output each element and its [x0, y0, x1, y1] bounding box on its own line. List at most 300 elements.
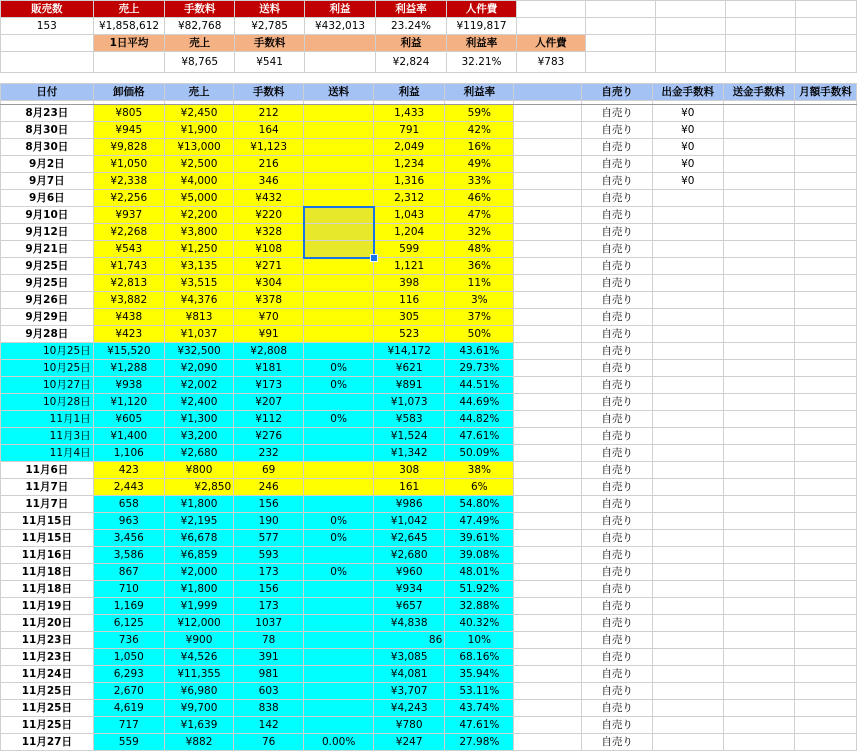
cell[interactable] [514, 173, 582, 190]
cell-date[interactable]: 9月25日 [1, 275, 94, 292]
cell-rate[interactable]: 36% [445, 258, 514, 275]
cell-withdraw-fee[interactable] [653, 717, 724, 734]
cell-date[interactable]: 11月18日 [1, 564, 94, 581]
cell-date[interactable]: 11月7日 [1, 496, 94, 513]
cell-profit[interactable]: 161 [374, 479, 445, 496]
cell-rate[interactable]: 49% [445, 156, 514, 173]
cell-shipping[interactable] [304, 343, 374, 360]
cell-sales[interactable]: ¥9,700 [164, 700, 233, 717]
cell-type[interactable]: 自売り [582, 530, 653, 547]
cell-fee[interactable]: ¥304 [234, 275, 304, 292]
cell-date[interactable]: 9月2日 [1, 156, 94, 173]
cell-type[interactable]: 自売り [582, 632, 653, 649]
cell[interactable] [723, 360, 795, 377]
cell-date[interactable]: 10月27日 [1, 377, 94, 394]
cell-profit[interactable]: ¥247 [374, 734, 445, 751]
cell-fee[interactable]: 212 [234, 105, 304, 122]
cell-fee[interactable]: 173 [234, 598, 304, 615]
cell-withdraw-fee[interactable]: ¥0 [653, 173, 724, 190]
cell-date[interactable]: 11月20日 [1, 615, 94, 632]
summary-value-0[interactable]: 153 [1, 18, 94, 35]
cell-sales[interactable]: ¥1,800 [164, 496, 233, 513]
cell-profit[interactable]: 1,204 [374, 224, 445, 241]
cell-type[interactable]: 自売り [582, 343, 653, 360]
cell-wholesale[interactable]: ¥945 [93, 122, 164, 139]
cell-shipping[interactable] [304, 462, 374, 479]
cell[interactable] [723, 496, 795, 513]
cell-fee[interactable]: ¥112 [234, 411, 304, 428]
cell[interactable] [514, 462, 582, 479]
cell-sales[interactable]: ¥6,859 [164, 547, 233, 564]
cell[interactable] [795, 292, 857, 309]
summary-header-1[interactable]: 売上 [93, 1, 165, 18]
cell-profit[interactable]: ¥4,838 [374, 615, 445, 632]
cell-withdraw-fee[interactable] [653, 309, 724, 326]
cell[interactable] [514, 292, 582, 309]
cell-fee[interactable]: 190 [234, 513, 304, 530]
cell[interactable] [586, 18, 656, 35]
cell-type[interactable]: 自売り [582, 411, 653, 428]
summary-header-6[interactable]: 人件費 [447, 1, 517, 18]
cell-profit[interactable]: ¥1,042 [374, 513, 445, 530]
cell-withdraw-fee[interactable] [653, 224, 724, 241]
cell-fee[interactable]: 76 [234, 734, 304, 751]
cell-shipping[interactable] [304, 598, 374, 615]
cell[interactable] [723, 598, 795, 615]
cell-wholesale[interactable]: ¥423 [93, 326, 164, 343]
cell-sales[interactable]: ¥813 [164, 309, 233, 326]
cell-withdraw-fee[interactable] [653, 683, 724, 700]
cell-sales[interactable]: ¥900 [164, 632, 233, 649]
cell-fee[interactable]: 78 [234, 632, 304, 649]
cell[interactable] [795, 530, 857, 547]
cell-wholesale[interactable]: ¥1,743 [93, 258, 164, 275]
cell-wholesale[interactable]: ¥2,256 [93, 190, 164, 207]
cell[interactable] [514, 717, 582, 734]
cell[interactable] [795, 377, 857, 394]
cell-fee[interactable]: 173 [234, 564, 304, 581]
cell-type[interactable]: 自売り [582, 649, 653, 666]
cell-type[interactable]: 自売り [582, 598, 653, 615]
cell-sales[interactable]: ¥2,200 [164, 207, 233, 224]
daily_avg-header-4[interactable]: 利益 [375, 35, 446, 52]
cell-shipping[interactable] [304, 649, 374, 666]
cell[interactable] [656, 35, 725, 52]
daily_avg-header-6[interactable]: 人件費 [516, 35, 585, 52]
cell-fee[interactable]: 838 [234, 700, 304, 717]
cell-type[interactable]: 自売り [582, 207, 653, 224]
cell[interactable] [514, 105, 582, 122]
summary-value-5[interactable]: 23.24% [375, 18, 446, 35]
cell-type[interactable]: 自売り [582, 581, 653, 598]
cell-rate[interactable]: 38% [445, 462, 514, 479]
cell-date[interactable]: 11月18日 [1, 581, 94, 598]
cell-rate[interactable]: 44.82% [445, 411, 514, 428]
cell-profit[interactable]: 791 [374, 122, 445, 139]
cell-sales[interactable]: ¥3,800 [164, 224, 233, 241]
cell-fee[interactable]: 246 [234, 479, 304, 496]
cell[interactable] [795, 224, 857, 241]
cell-wholesale[interactable]: ¥1,288 [93, 360, 164, 377]
cell-shipping[interactable] [304, 224, 374, 241]
cell-fee[interactable]: 981 [234, 666, 304, 683]
cell[interactable] [795, 411, 857, 428]
cell-shipping[interactable] [304, 632, 374, 649]
cell[interactable] [723, 666, 795, 683]
cell[interactable] [723, 700, 795, 717]
cell-wholesale[interactable]: ¥438 [93, 309, 164, 326]
daily_avg-header-5[interactable]: 利益率 [447, 35, 517, 52]
cell[interactable] [723, 207, 795, 224]
cell-shipping[interactable] [304, 479, 374, 496]
cell-fee[interactable]: ¥220 [234, 207, 304, 224]
cell-sales[interactable]: ¥11,355 [164, 666, 233, 683]
cell[interactable] [795, 581, 857, 598]
cell-date[interactable]: 11月25日 [1, 700, 94, 717]
cell-rate[interactable]: 11% [445, 275, 514, 292]
cell[interactable] [795, 122, 857, 139]
cell-rate[interactable]: 47.61% [445, 428, 514, 445]
cell-withdraw-fee[interactable] [653, 547, 724, 564]
cell-shipping[interactable] [304, 105, 374, 122]
cell[interactable] [725, 1, 795, 18]
cell-date[interactable]: 11月23日 [1, 632, 94, 649]
cell-date[interactable]: 11月15日 [1, 530, 94, 547]
cell-type[interactable]: 自売り [582, 564, 653, 581]
cell-wholesale[interactable]: 867 [93, 564, 164, 581]
cell-fee[interactable]: 156 [234, 496, 304, 513]
cell[interactable] [795, 156, 857, 173]
cell[interactable] [723, 394, 795, 411]
cell-shipping[interactable] [304, 428, 374, 445]
cell[interactable] [723, 309, 795, 326]
cell-profit[interactable]: 1,121 [374, 258, 445, 275]
cell-sales[interactable]: ¥2,195 [164, 513, 233, 530]
cell-rate[interactable]: 54.80% [445, 496, 514, 513]
cell[interactable] [796, 18, 857, 35]
cell-date[interactable]: 8月30日 [1, 122, 94, 139]
cell-profit[interactable]: 1,234 [374, 156, 445, 173]
daily_avg-value-1[interactable]: ¥8,765 [165, 52, 234, 73]
daily_avg-value-5[interactable]: 32.21% [447, 52, 517, 73]
cell-profit[interactable]: ¥3,707 [374, 683, 445, 700]
cell-shipping[interactable] [304, 581, 374, 598]
daily_avg-header-1[interactable]: 売上 [165, 35, 234, 52]
cell[interactable] [796, 1, 857, 18]
cell-withdraw-fee[interactable] [653, 496, 724, 513]
cell-rate[interactable]: 48% [445, 241, 514, 258]
cell-rate[interactable]: 50% [445, 326, 514, 343]
cell-shipping[interactable] [304, 496, 374, 513]
cell-fee[interactable]: ¥108 [234, 241, 304, 258]
cell-type[interactable]: 自売り [582, 734, 653, 751]
cell-wholesale[interactable]: ¥1,400 [93, 428, 164, 445]
cell-profit[interactable]: 1,316 [374, 173, 445, 190]
cell-shipping[interactable] [304, 292, 374, 309]
cell[interactable] [723, 717, 795, 734]
cell[interactable] [795, 564, 857, 581]
cell-withdraw-fee[interactable] [653, 258, 724, 275]
cell[interactable] [514, 377, 582, 394]
cell-date[interactable]: 9月25日 [1, 258, 94, 275]
cell[interactable] [795, 258, 857, 275]
cell[interactable] [723, 649, 795, 666]
cell[interactable] [514, 309, 582, 326]
cell[interactable] [1, 35, 94, 52]
cell-profit[interactable]: 2,049 [374, 139, 445, 156]
cell-rate[interactable]: 51.92% [445, 581, 514, 598]
cell-sales[interactable]: ¥6,980 [164, 683, 233, 700]
cell[interactable] [795, 513, 857, 530]
cell[interactable] [795, 105, 857, 122]
cell-profit[interactable]: ¥1,524 [374, 428, 445, 445]
cell-shipping[interactable] [304, 547, 374, 564]
summary-header-2[interactable]: 手数料 [165, 1, 234, 18]
cell-type[interactable]: 自売り [582, 173, 653, 190]
cell-fee[interactable]: 142 [234, 717, 304, 734]
cell-type[interactable]: 自売り [582, 496, 653, 513]
cell-withdraw-fee[interactable] [653, 462, 724, 479]
cell-shipping[interactable] [304, 717, 374, 734]
cell-withdraw-fee[interactable] [653, 207, 724, 224]
cell-profit[interactable]: ¥583 [374, 411, 445, 428]
cell-type[interactable]: 自売り [582, 190, 653, 207]
cell-withdraw-fee[interactable]: ¥0 [653, 156, 724, 173]
cell-date[interactable]: 9月10日 [1, 207, 94, 224]
cell-type[interactable]: 自売り [582, 615, 653, 632]
cell[interactable] [514, 360, 582, 377]
cell[interactable] [723, 190, 795, 207]
cell-rate[interactable]: 6% [445, 479, 514, 496]
cell[interactable] [723, 326, 795, 343]
cell-withdraw-fee[interactable] [653, 190, 724, 207]
cell-shipping[interactable]: 0% [304, 564, 374, 581]
cell-fee[interactable]: ¥271 [234, 258, 304, 275]
cell-shipping[interactable] [304, 683, 374, 700]
daily_avg-value-0[interactable] [93, 52, 165, 73]
cell[interactable] [514, 615, 582, 632]
cell-withdraw-fee[interactable] [653, 598, 724, 615]
cell[interactable] [795, 360, 857, 377]
cell-sales[interactable]: ¥4,376 [164, 292, 233, 309]
cell[interactable] [723, 547, 795, 564]
cell[interactable] [516, 18, 585, 35]
cell-sales[interactable]: ¥1,800 [164, 581, 233, 598]
cell-profit[interactable]: ¥934 [374, 581, 445, 598]
cell-wholesale[interactable]: 3,586 [93, 547, 164, 564]
cell-sales[interactable]: ¥5,000 [164, 190, 233, 207]
cell-withdraw-fee[interactable] [653, 292, 724, 309]
cell[interactable] [795, 734, 857, 751]
cell[interactable] [586, 1, 656, 18]
cell-shipping[interactable] [304, 207, 374, 224]
cell-profit[interactable]: ¥4,243 [374, 700, 445, 717]
cell-sales[interactable]: ¥1,900 [164, 122, 233, 139]
cell-fee[interactable]: 156 [234, 581, 304, 598]
cell-rate[interactable]: 32% [445, 224, 514, 241]
cell-date[interactable]: 11月24日 [1, 666, 94, 683]
cell-sales[interactable]: ¥1,250 [164, 241, 233, 258]
cell-withdraw-fee[interactable]: ¥0 [653, 105, 724, 122]
cell-rate[interactable]: 37% [445, 309, 514, 326]
cell-withdraw-fee[interactable] [653, 632, 724, 649]
cell-sales[interactable]: ¥2,090 [164, 360, 233, 377]
cell-withdraw-fee[interactable] [653, 666, 724, 683]
cell[interactable] [656, 52, 725, 73]
cell-fee[interactable]: ¥1,123 [234, 139, 304, 156]
cell-withdraw-fee[interactable] [653, 564, 724, 581]
cell[interactable] [795, 547, 857, 564]
cell[interactable] [514, 530, 582, 547]
cell-withdraw-fee[interactable] [653, 377, 724, 394]
cell-rate[interactable]: 27.98% [445, 734, 514, 751]
cell[interactable] [514, 156, 582, 173]
cell-sales[interactable]: ¥2,400 [164, 394, 233, 411]
cell[interactable] [514, 700, 582, 717]
cell[interactable] [725, 35, 795, 52]
cell-type[interactable]: 自売り [582, 394, 653, 411]
cell-withdraw-fee[interactable] [653, 326, 724, 343]
cell[interactable] [795, 598, 857, 615]
cell-wholesale[interactable]: 2,443 [93, 479, 164, 496]
cell[interactable] [723, 683, 795, 700]
cell-sales[interactable]: ¥2,680 [164, 445, 233, 462]
cell-rate[interactable]: 47.49% [445, 513, 514, 530]
cell-rate[interactable]: 59% [445, 105, 514, 122]
cell[interactable] [725, 52, 795, 73]
cell[interactable] [723, 292, 795, 309]
cell-sales[interactable]: ¥1,639 [164, 717, 233, 734]
cell-rate[interactable]: 47.61% [445, 717, 514, 734]
cell[interactable] [795, 479, 857, 496]
cell-type[interactable]: 自売り [582, 700, 653, 717]
cell-sales[interactable]: ¥2,850 [164, 479, 233, 496]
fill-handle[interactable] [370, 254, 378, 262]
cell-wholesale[interactable]: 1,169 [93, 598, 164, 615]
cell[interactable] [795, 241, 857, 258]
cell[interactable] [586, 35, 656, 52]
cell[interactable] [795, 428, 857, 445]
cell-fee[interactable]: ¥91 [234, 326, 304, 343]
cell-shipping[interactable] [304, 190, 374, 207]
cell[interactable] [723, 513, 795, 530]
cell-date[interactable]: 11月25日 [1, 717, 94, 734]
cell[interactable] [516, 1, 585, 18]
column-header-2[interactable]: 売上 [164, 84, 233, 101]
cell-shipping[interactable]: 0% [304, 360, 374, 377]
cell-fee[interactable]: ¥432 [234, 190, 304, 207]
cell-rate[interactable]: 43.74% [445, 700, 514, 717]
cell[interactable] [795, 666, 857, 683]
cell[interactable] [656, 1, 725, 18]
cell[interactable] [1, 52, 94, 73]
cell-profit[interactable]: ¥2,680 [374, 547, 445, 564]
cell-withdraw-fee[interactable] [653, 700, 724, 717]
cell-fee[interactable]: 391 [234, 649, 304, 666]
cell[interactable] [514, 411, 582, 428]
cell-type[interactable]: 自売り [582, 462, 653, 479]
cell-rate[interactable]: 42% [445, 122, 514, 139]
cell-rate[interactable]: 44.69% [445, 394, 514, 411]
cell[interactable] [723, 428, 795, 445]
cell-rate[interactable]: 29.73% [445, 360, 514, 377]
cell[interactable] [795, 615, 857, 632]
cell-type[interactable]: 自売り [582, 326, 653, 343]
cell-shipping[interactable] [304, 156, 374, 173]
cell[interactable] [723, 734, 795, 751]
cell-rate[interactable]: 3% [445, 292, 514, 309]
cell-rate[interactable]: 39.61% [445, 530, 514, 547]
cell-rate[interactable]: 10% [445, 632, 514, 649]
summary-header-3[interactable]: 送料 [234, 1, 304, 18]
cell-type[interactable]: 自売り [582, 309, 653, 326]
cell-profit[interactable]: ¥621 [374, 360, 445, 377]
cell-type[interactable]: 自売り [582, 258, 653, 275]
column-header-9[interactable]: 出金手数料 [653, 84, 724, 101]
cell-shipping[interactable] [304, 394, 374, 411]
cell-profit[interactable]: 2,312 [374, 190, 445, 207]
cell[interactable] [514, 343, 582, 360]
cell[interactable] [723, 615, 795, 632]
cell-date[interactable]: 11月3日 [1, 428, 94, 445]
cell[interactable] [723, 241, 795, 258]
cell-wholesale[interactable]: 6,125 [93, 615, 164, 632]
cell-rate[interactable]: 47% [445, 207, 514, 224]
cell[interactable] [723, 377, 795, 394]
cell[interactable] [795, 139, 857, 156]
cell-sales[interactable]: ¥2,450 [164, 105, 233, 122]
cell[interactable] [723, 343, 795, 360]
cell[interactable] [514, 122, 582, 139]
cell-wholesale[interactable]: 2,670 [93, 683, 164, 700]
cell-wholesale[interactable]: 3,456 [93, 530, 164, 547]
cell-date[interactable]: 11月27日 [1, 734, 94, 751]
cell-shipping[interactable] [304, 122, 374, 139]
cell-profit[interactable]: ¥780 [374, 717, 445, 734]
cell-date[interactable]: 11月15日 [1, 513, 94, 530]
cell[interactable] [796, 35, 857, 52]
cell[interactable] [656, 18, 725, 35]
cell[interactable] [514, 496, 582, 513]
cell-profit[interactable]: ¥1,342 [374, 445, 445, 462]
cell-date[interactable]: 9月12日 [1, 224, 94, 241]
cell-profit[interactable]: ¥657 [374, 598, 445, 615]
cell-date[interactable]: 11月1日 [1, 411, 94, 428]
cell-sales[interactable]: ¥1,999 [164, 598, 233, 615]
cell-type[interactable]: 自売り [582, 360, 653, 377]
cell-shipping[interactable] [304, 309, 374, 326]
cell-date[interactable]: 11月4日 [1, 445, 94, 462]
cell-sales[interactable]: ¥13,000 [164, 139, 233, 156]
cell-type[interactable]: 自売り [582, 224, 653, 241]
cell-date[interactable]: 9月29日 [1, 309, 94, 326]
cell-shipping[interactable]: 0.00% [304, 734, 374, 751]
cell-type[interactable]: 自売り [582, 479, 653, 496]
cell-withdraw-fee[interactable] [653, 428, 724, 445]
cell-withdraw-fee[interactable] [653, 343, 724, 360]
cell-wholesale[interactable]: ¥805 [93, 105, 164, 122]
cell-withdraw-fee[interactable] [653, 394, 724, 411]
cell-type[interactable]: 自売り [582, 377, 653, 394]
cell-shipping[interactable]: 0% [304, 411, 374, 428]
cell-rate[interactable]: 33% [445, 173, 514, 190]
cell[interactable] [723, 139, 795, 156]
cell-rate[interactable]: 39.08% [445, 547, 514, 564]
cell-withdraw-fee[interactable] [653, 445, 724, 462]
cell[interactable] [514, 139, 582, 156]
cell-profit[interactable]: 398 [374, 275, 445, 292]
cell-type[interactable]: 自売り [582, 445, 653, 462]
